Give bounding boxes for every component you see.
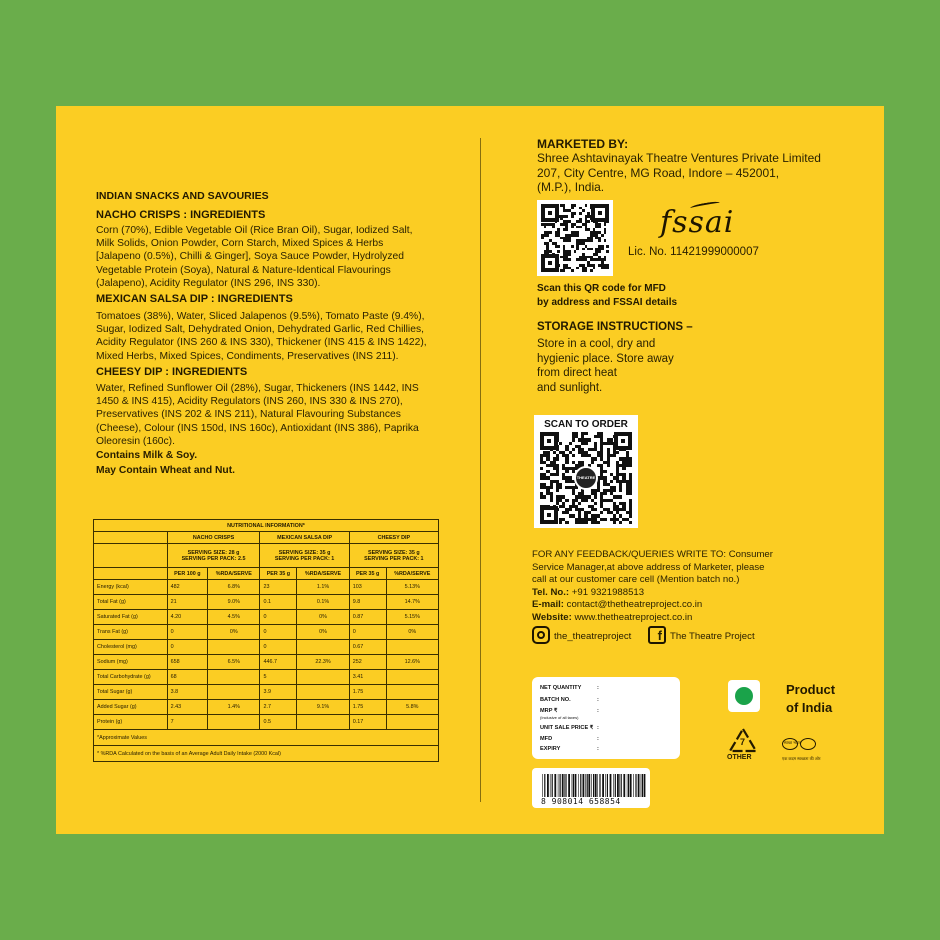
nutrient-value [208,685,260,700]
barcode-bar [628,774,629,798]
fssai-license: Lic. No. 11421999000007 [628,246,759,258]
nutrient-value [386,685,438,700]
column-divider [480,138,481,802]
nutrient-value: 5.13% [386,580,438,595]
barcode-bar [552,774,553,798]
nutrient-value: 4.20 [167,610,208,625]
nutrient-value: 5 [260,670,297,685]
barcode-bar [580,774,581,798]
product-header: MEXICAN SALSA DIP [260,532,349,544]
nutrient-value [208,670,260,685]
qr-finder [541,204,559,222]
barcode-bar [588,774,590,798]
barcode-bar [602,774,604,798]
column-header: PER 35 g [349,568,386,580]
marketed-by-title: MARKETED BY: [537,137,629,151]
nutrient-value: 14.7% [386,595,438,610]
mrp-note: (Inclusive of all taxes) [540,715,579,720]
nutrient-value: 0.1% [297,595,349,610]
nutrient-value: 9.0% [208,595,260,610]
nutrient-value: 0 [167,625,208,640]
barcode-bar [547,774,549,798]
column-header: PER 100 g [167,568,208,580]
nutrient-value: 0 [260,610,297,625]
nutrient-value: 0.87 [349,610,386,625]
column-header: %RDA/SERVE [297,568,349,580]
nutrient-value: 5.15% [386,610,438,625]
nutrient-label: Total Fat (g) [94,595,168,610]
mrp-field: MRP ₹ : [540,708,599,714]
barcode-bar [573,774,574,798]
cheesy-ingredients-title: CHEESY DIP : INGREDIENTS [96,366,248,378]
veg-mark-icon [728,680,760,712]
nutrient-value: 658 [167,655,208,670]
table-row [94,700,439,715]
nutrient-value: 12.6% [386,655,438,670]
footnote-approx: *Approximate Values [94,730,439,746]
barcode-bar [587,774,588,798]
nutrient-value: 4.5% [208,610,260,625]
nutrient-value: 0% [297,625,349,640]
barcode-bar [617,774,619,798]
storage-instructions: Store in a cool, dry and hygienic place. Store away from direct heat and sunlight. [537,338,674,394]
barcode-bar [562,774,564,798]
barcode-bar [605,774,606,798]
serving-info: SERVING SIZE: 35 g SERVING PER PACK: 1 [260,544,349,568]
nutrient-value: 0.1 [260,595,297,610]
nutrient-value: 2.43 [167,700,208,715]
nutrient-value: 9.8 [349,595,386,610]
nutrient-value: 0.5 [260,715,297,730]
product-of-india: Product of India [786,682,836,715]
mfd-field: MFD : [540,736,599,742]
barcode-bar [623,774,625,798]
nutrient-value: 3.8 [167,685,208,700]
nutrient-value [297,640,349,655]
nutrient-value: 0.67 [349,640,386,655]
nutrient-value: 0 [167,640,208,655]
qr-finder [614,432,632,450]
nacho-ingredients: Corn (70%), Edible Vegetable Oil (Rice Bran Oil), Sugar, Iodized Salt, Milk Solids, Onion Powder, Corn Starch, Mixed Spices & Herbs [Jalapeno (0.5%), Chilli & Ginger], Soya Sauce Powder, Hydrolyzed Vegetable Protein (Soya), Natural & Nature-Identical Flavourings (Jalapeno), Acidity Regulator (INS 296, INS 330). [96,225,413,289]
nutrient-label: Energy (kcal) [94,580,168,595]
product-header: CHEESY DIP [349,532,438,544]
barcode-bar [621,774,622,798]
barcode-bar [554,774,556,798]
instagram-icon[interactable] [532,626,550,644]
nutrient-value [386,670,438,685]
theatre-badge-icon: THEATRE [574,466,598,490]
barcode-bar [599,774,600,798]
barcode-bar [564,774,565,798]
storage-title: STORAGE INSTRUCTIONS – [537,321,693,333]
nutrient-value: 3.9 [260,685,297,700]
nutrient-value [208,640,260,655]
allergen-may-contain: May Contain Wheat and Nut. [96,465,236,476]
barcode-bar [607,774,608,798]
table-row [94,670,439,685]
expiry-field: EXPIRY : [540,746,599,752]
barcode-bar [641,774,642,798]
fssai-logo: fssai [660,205,735,240]
nutrient-value: 103 [349,580,386,595]
barcode-bar [542,774,543,798]
nutrient-value [386,715,438,730]
salsa-ingredients-title: MEXICAN SALSA DIP : INGREDIENTS [96,293,293,305]
barcode-bar [578,774,579,798]
marketer-address: Shree Ashtavinayak Theatre Ventures Private Limited 207, City Centre, MG Road, Indore – 452001, (M.P.), India. [537,151,821,194]
nutrient-value: 0% [297,610,349,625]
barcode-bar [633,774,634,798]
barcode-bar [593,774,594,798]
nutrient-value: 21 [167,595,208,610]
swachh-bharat-logo: स्वच्छ भारत [782,738,822,754]
table-row [94,595,439,610]
barcode-bar [565,774,566,798]
category-title: INDIAN SNACKS AND SAVOURIES [96,190,269,202]
barcode-bar [550,774,551,798]
order-qr-card[interactable] [534,415,638,528]
nutrient-value: 23 [260,580,297,595]
barcode-bar [572,774,573,798]
nutrient-value: 1.4% [208,700,260,715]
nutrition-title: NUTRITIONAL INFORMATION* [94,520,439,532]
nutrient-value: 68 [167,670,208,685]
barcode-bar [638,774,640,798]
barcode-bar [627,774,628,798]
barcode-bar [610,774,612,798]
batch-info-box [532,677,680,759]
nutrient-value [297,685,349,700]
barcode-bar [544,774,545,798]
barcode-bar [595,774,597,798]
barcode-bar [583,774,585,798]
nutrient-label: Added Sugar (g) [94,700,168,715]
barcode-bar [644,774,646,798]
salsa-ingredients: Tomatoes (38%), Water, Sliced Jalapenos (9.5%), Tomato Paste (9.4%), Sugar, Iodized Salt, Dehydrated Onion, Dehydrated Garlic, Red Chillies, Acidity Regulator (INS 260 & INS 330), Thickener (INS 415 & INS 1422), Mixed Herbs, Mixed Spices, Condiments, Preservatives (INS 211). [96,311,427,362]
nutrient-label: Total Carbohydrate (g) [94,670,168,685]
barcode-bar [619,774,620,798]
column-header: %RDA/SERVE [386,568,438,580]
barcode-bar [630,774,632,798]
nutrient-value: 252 [349,655,386,670]
nutrient-value: 0 [260,640,297,655]
nutrient-value: 3.41 [349,670,386,685]
barcode-bar [615,774,616,798]
nutrient-label: Trans Fat (g) [94,625,168,640]
column-header: PER 35 g [260,568,297,580]
nutrient-label: Saturated Fat (g) [94,610,168,625]
cheesy-ingredients: Water, Refined Sunflower Oil (28%), Sugar, Thickeners (INS 1442, INS 1450 & INS 415), Acidity Regulators (INS 260, INS 330 & INS 270), Preservatives (INS 202 & INS 211), Natural Flavouring Substances (Cheese), Colour (INS 150d, INS 160c), Antioxidant (INS 386), Paprika Oleoresin (160c). [96,383,419,447]
table-row [94,715,439,730]
qr-finder [541,254,559,272]
nutrient-value: 0% [208,625,260,640]
nutrient-value: 9.1% [297,700,349,715]
instagram-handle[interactable]: the_theatreproject [554,631,632,642]
recycle-number: 7 [740,737,746,747]
scan-to-order-label: SCAN TO ORDER [544,419,628,430]
table-row [94,580,439,595]
nutrient-value: 1.75 [349,685,386,700]
table-row [94,685,439,700]
column-header: %RDA/SERVE [208,568,260,580]
nutrient-label: Protein (g) [94,715,168,730]
barcode-bar [597,774,598,798]
qr-finder [591,204,609,222]
nutrient-value: 7 [167,715,208,730]
barcode-digits: 8 908014 658854 [541,797,649,806]
nutrient-value [208,715,260,730]
nutrient-value: 482 [167,580,208,595]
nacho-ingredients-title: NACHO CRISPS : INGREDIENTS [96,209,266,221]
unit-sale-price-field: UNIT SALE PRICE ₹ : [540,725,599,731]
nutrient-value: 5.8% [386,700,438,715]
feedback-text: FOR ANY FEEDBACK/QUERIES WRITE TO: Consumer Service Manager,at above address of Marketer, please call at our customer care cell (Mention batch no.) Tel. No.: +91 9321988513 E-mail: contact@thetheatreproject.co.in Website: www.thetheatreproject.co.in [532,549,773,623]
facebook-icon[interactable]: f [648,626,666,644]
qr-finder [540,506,558,524]
barcode-bar [585,774,586,798]
nutrient-label: Cholesterol (mg) [94,640,168,655]
nutrient-value [386,640,438,655]
nutrient-value: 1.75 [349,700,386,715]
serving-info: SERVING SIZE: 28 g SERVING PER PACK: 2.5 [167,544,260,568]
recycle-label: OTHER [727,754,752,761]
barcode-bar [575,774,577,798]
nutrient-value: 0% [386,625,438,640]
nutrient-value: 0.17 [349,715,386,730]
table-row [94,655,439,670]
nutrient-value [297,670,349,685]
barcode-bar [558,774,559,798]
barcode-bar [613,774,614,798]
product-header: NACHO CRISPS [167,532,260,544]
scan-mfd-text: Scan this QR code for MFD by address and FSSAI details [537,283,678,308]
nutrient-label: Sodium (mg) [94,655,168,670]
nutrient-value: 22.3% [297,655,349,670]
barcode-bar [568,774,570,798]
allergen-contains: Contains Milk & Soy. [96,450,198,461]
nutrient-value: 1.1% [297,580,349,595]
barcode-bar [591,774,592,798]
nutrient-label: Total Sugar (g) [94,685,168,700]
serving-info: SERVING SIZE: 35 g SERVING PER PACK: 1 [349,544,438,568]
barcode-bar [635,774,636,798]
order-qr-code[interactable] [540,432,632,524]
nutrient-value [297,715,349,730]
nutrient-value: 0 [260,625,297,640]
nutrient-value: 0 [349,625,386,640]
barcode-bar [560,774,561,798]
batch-no-field: BATCH NO. : [540,697,599,703]
table-row [94,610,439,625]
facebook-handle[interactable]: The Theatre Project [670,631,755,642]
nutrient-value: 2.7 [260,700,297,715]
barcode-bar [642,774,643,798]
swachh-subtitle: एक कदम स्वच्छता की ओर [782,756,821,761]
nutrient-value: 6.8% [208,580,260,595]
net-quantity-field: NET QUANTITY : [540,685,599,691]
footnote-rda: * %RDA Calculated on the basis of an Average Adult Daily Intake (2000 Kcal) [94,746,439,762]
nutrition-table [93,519,439,762]
fssai-qr-code[interactable] [537,200,613,276]
qr-finder [540,432,558,450]
table-row [94,625,439,640]
nutrient-value: 446.7 [260,655,297,670]
table-row [94,640,439,655]
column-headers [94,568,439,580]
nutrient-value: 6.5% [208,655,260,670]
